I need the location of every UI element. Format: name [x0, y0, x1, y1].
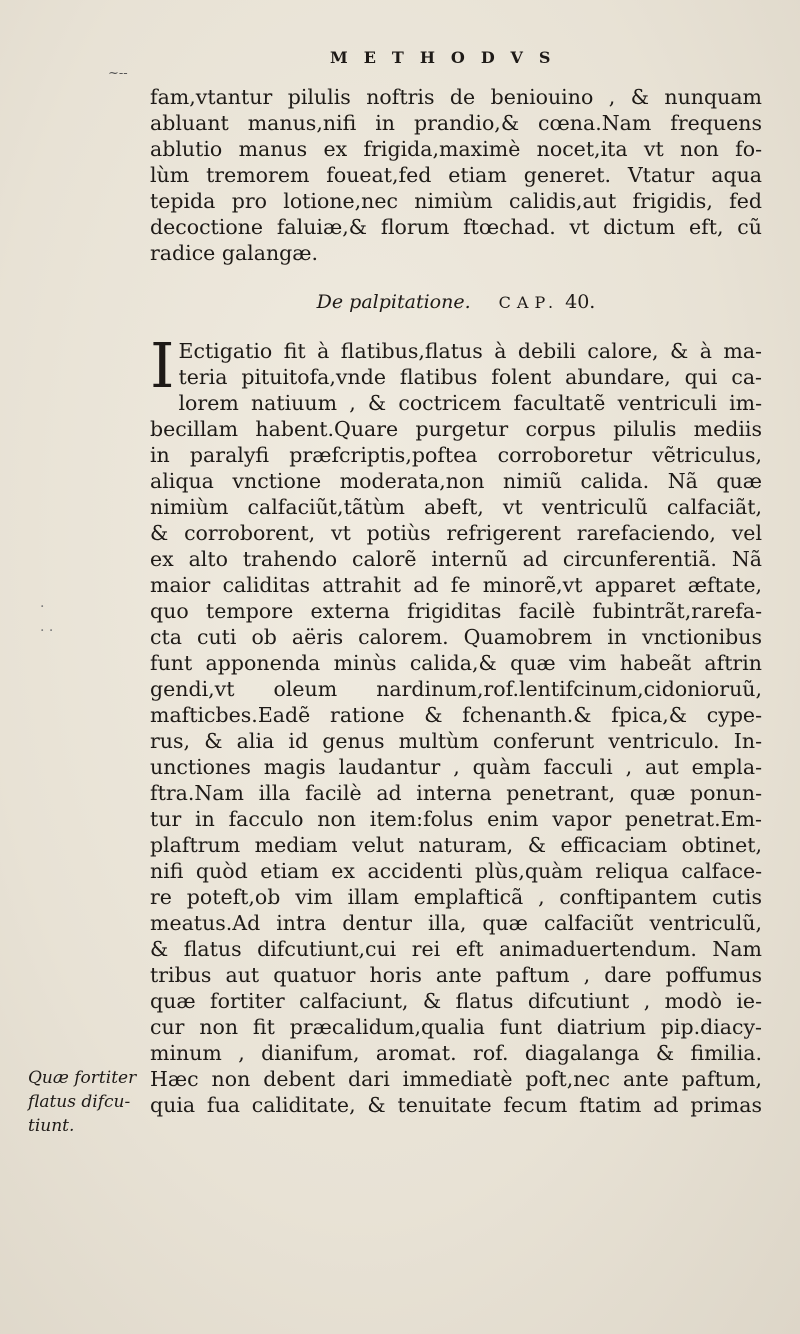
text-line: radice galangæ. [150, 241, 319, 265]
text-line: nimiùm calfaciũt,tãtùm abeft, vt ventriculũ calfaciãt, [150, 495, 762, 519]
text-line: ftra.Nam illa facilè ad interna penetrant, quæ ponun- [150, 781, 762, 805]
text-line: Ectigatio fit à flatibus,flatus à debili calore, & à ma- [178, 339, 762, 363]
text-line: becillam habent.Quare purgetur corpus pilulis mediis [150, 417, 762, 441]
text-line: aliqua vnctione moderata,non nimiũ calida. Nã quæ [150, 469, 762, 493]
chapter-heading [150, 289, 762, 316]
text-line: unctiones magis laudantur , quàm facculi , aut empla- [150, 755, 762, 779]
margin-note-line: Quæ fortiter [28, 1068, 137, 1088]
margin-note [28, 1066, 150, 1138]
paragraph-2-opening [150, 329, 762, 402]
text-line: lorem natiuum , & coctricem facultatẽ ventriculi im- [178, 391, 762, 415]
text-line: tur in facculo non item:folus enim vapor penetrat.Em- [150, 807, 762, 831]
text-line: ablutio manus ex frigida,maximè nocet,ita vt non fo- [150, 137, 762, 161]
text-line: cur non fit præcalidum,qualia funt diatrium pip.diacy- [150, 1015, 762, 1039]
text-line: Hæc non debent dari immediatè poft,nec ante paftum, [150, 1067, 762, 1091]
text-line: abluant manus,nifi in prandio,& cœna.Nam frequens [150, 111, 762, 135]
text-line: plaftrum mediam velut naturam, & efficaciam obtinet, [150, 833, 762, 857]
paper-specks: · · · [40, 599, 54, 639]
text-line: tepida pro lotione,nec nimiùm calidis,aut frigidis, fed [150, 189, 762, 213]
text-line: ex alto trahendo calorẽ internũ ad circunferentiã. Nã [150, 547, 762, 571]
text-line: maior caliditas attrahit ad fe minorẽ,vt apparet æftate, [150, 573, 762, 597]
text-line: quæ fortiter calfaciunt, & flatus difcutiunt , modò ie- [150, 989, 762, 1013]
text-line: in paralyfi præfcriptis,poftea corroboretur vẽtriculus, [150, 443, 762, 467]
text-line: funt apponenda minùs calida,& quæ vim habeãt aftrin [150, 651, 762, 675]
running-head: METHODVS [330, 48, 567, 67]
text-line: fam,vtantur pilulis noftris de beniouino , & nunquam [150, 85, 762, 109]
text-line: decoctione faluiæ,& florum ftœchad. vt dictum eft, cũ [150, 215, 762, 239]
margin-note-line: tiunt. [28, 1116, 75, 1136]
text-line: minum , dianifum, aromat. rof. diagalanga & fimilia. [150, 1041, 762, 1065]
text-line: & flatus difcutiunt,cui rei eft animaduertendum. Nam [150, 937, 762, 961]
chapter-number: 40. [565, 291, 596, 313]
text-line: teria pituitofa,vnde flatibus folent abundare, qui ca- [178, 365, 762, 389]
text-line: cta cuti ob aëris calorem. Quamobrem in vnctionibus [150, 625, 762, 649]
paragraph-2-body [150, 390, 762, 1118]
text-line: mafticbes.Eadẽ ratione & fchenanth.& fpica,& cype- [150, 703, 762, 727]
margin-note-line: flatus difcu- [28, 1092, 131, 1112]
text-line: tribus aut quatuor horis ante paftum , dare poffumus [150, 963, 762, 987]
drop-initial: I [150, 329, 175, 402]
text-line: & corroborent, vt potiùs refrigerent rarefaciendo, vel [150, 521, 762, 545]
text-line: meatus.Ad intra dentur illa, quæ calfaciũt ventriculũ, [150, 911, 762, 935]
text-line: gendi,vt oleum nardinum,rof.lentifcinum,cidonioruũ, [150, 677, 762, 701]
text-line: lùm tremorem foueat,fed etiam generet. Vtatur aqua [150, 163, 762, 187]
text-line: nifi quòd etiam ex accidenti plùs,quàm reliqua calface- [150, 859, 762, 883]
chapter-title: De palpitatione. [316, 291, 471, 313]
text-line: rus, & alia id genus multùm conferunt ventriculo. In- [150, 729, 762, 753]
paragraph-2 [150, 329, 762, 1118]
text-body [150, 84, 762, 1118]
text-line: quo tempore externa frigiditas facilè fubintrãt,rarefa- [150, 599, 762, 623]
ink-mark: ~-- [108, 66, 128, 81]
text-line: re poteft,ob vim illam emplafticã , conftipantem cutis [150, 885, 762, 909]
paragraph-1 [150, 84, 762, 266]
text-line: quia fua caliditate, & tenuitate fecum ftatim ad primas [150, 1093, 762, 1117]
chapter-cap-label: CAP. [498, 293, 560, 312]
